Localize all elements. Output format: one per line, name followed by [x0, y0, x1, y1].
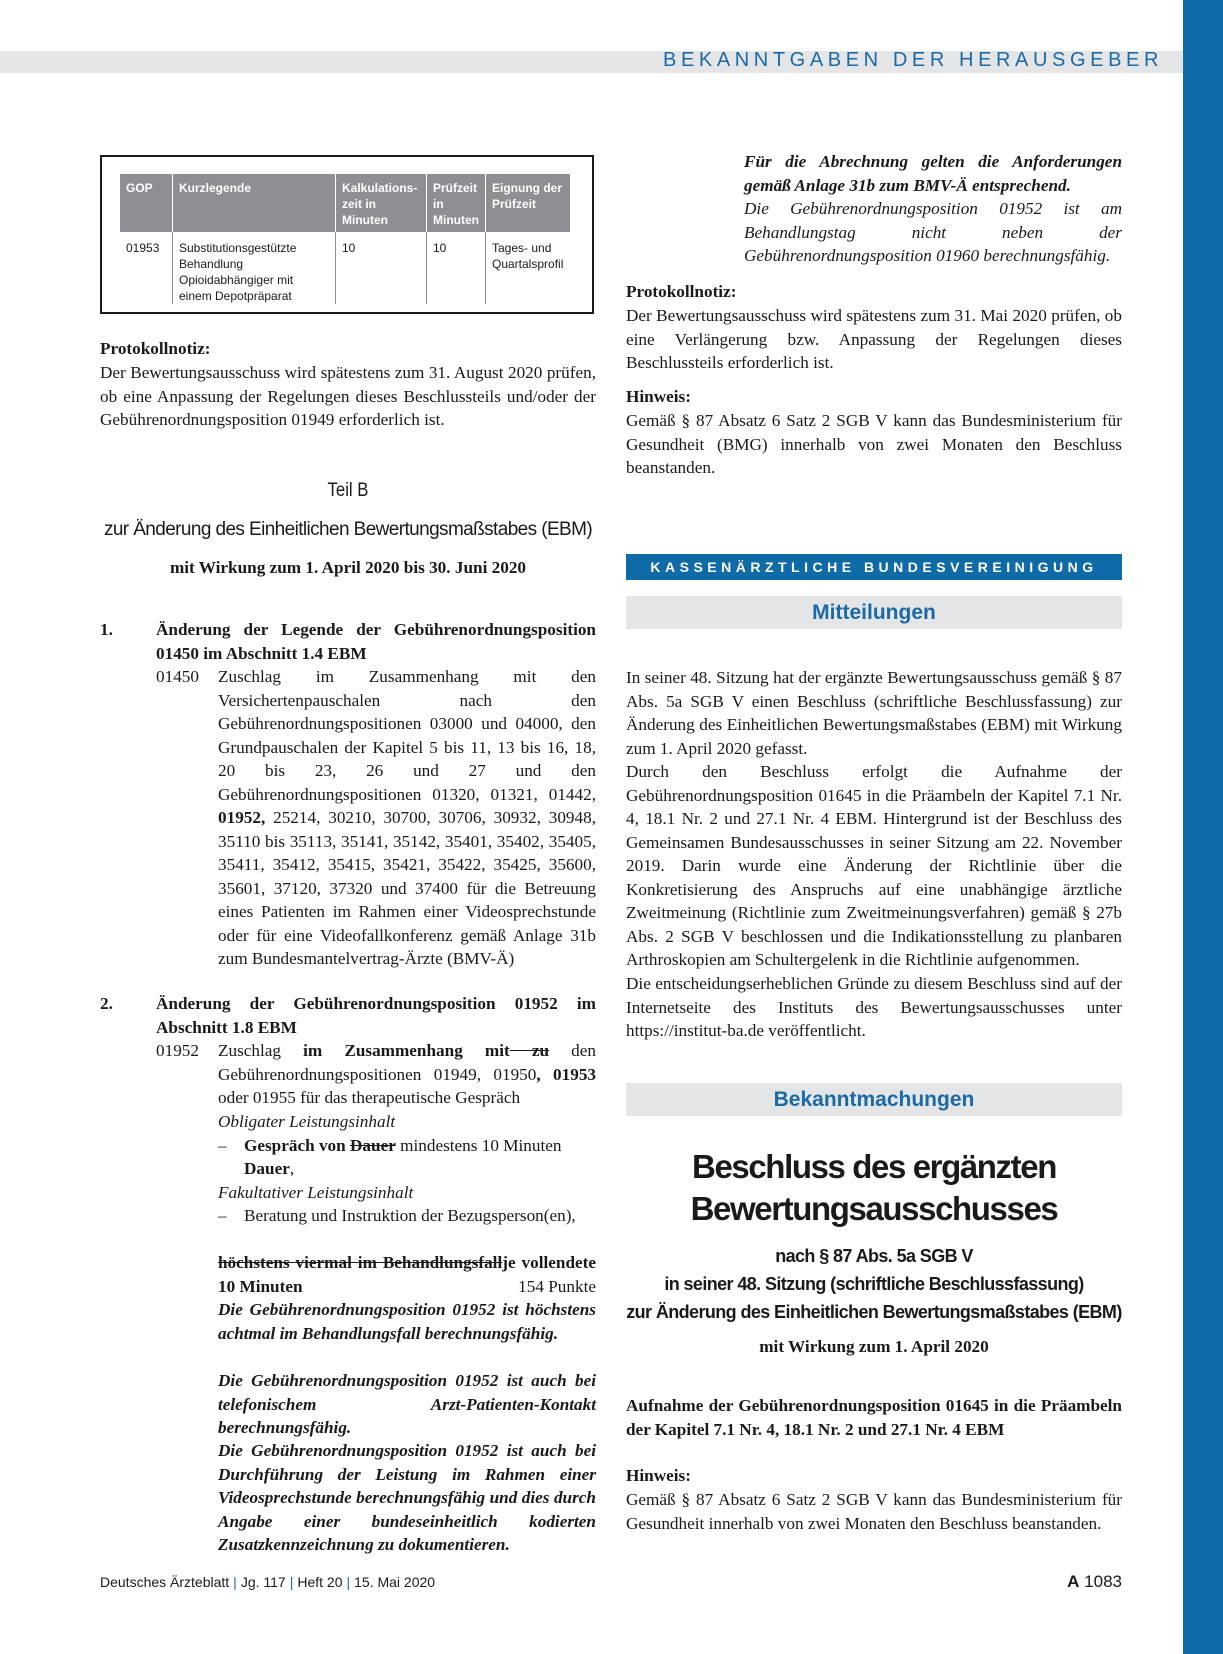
- item1-legend-bold: 01952,: [218, 808, 266, 827]
- dash: –: [218, 1206, 227, 1225]
- teil-b-wirkung: mit Wirkung zum 1. April 2020 bis 30. Juni 2020: [169, 558, 527, 577]
- gop-code: 01450: [156, 667, 199, 686]
- hinweis-text: Gemäß § 87 Absatz 6 Satz 2 SGB V kann das Bundesministerium für Gesundheit innerhalb von zwei Monaten den Beschluss beanstanden.: [626, 1490, 1122, 1533]
- beschluss-title-line: Beschluss des ergänzten: [692, 1148, 1056, 1185]
- beratung-text: Beratung und Instruktion der Bezugsperson(en),: [244, 1206, 576, 1225]
- footer-heft: Heft 20: [297, 1574, 343, 1590]
- dash: –: [218, 1136, 227, 1155]
- protokoll-heading: Protokollnotiz:: [100, 339, 211, 358]
- item2-legend: [218, 1039, 596, 1110]
- gespraech-bold: Gespräch von: [244, 1136, 346, 1155]
- beschluss-wirkung: mit Wirkung zum 1. April 2020: [759, 1337, 989, 1356]
- mitteilungen-para: In seiner 48. Sitzung hat der ergänzte Bewertungsausschuss gemäß § 87 Abs. 5a SGB V einen Beschluss (schriftliche Beschlussfassung) zur Änderung des Einheitlichen Bewertungsmaßstabes (EBM) mit Wirkung zum 1. April 2020 gefasst.: [626, 668, 1122, 758]
- section-label: BEKANNTGABEN DER HERAUSGEBER: [663, 49, 1163, 71]
- footer-citation: Deutsches Ärzteblatt | Jg. 117 | Heft 20 | 15. Mai 2020: [100, 1574, 436, 1590]
- protokoll-text: Der Bewertungsausschuss wird spätestens zum 31. Mai 2020 prüfen, ob eine Verlängerung bzw. Anpassung der Regelungen dieses Beschlussteils erforderlich ist.: [626, 306, 1122, 372]
- gop-table: [120, 174, 570, 304]
- punkte-value: 154 Punkte: [518, 1277, 596, 1296]
- item-title: Änderung der Gebührenordnungsposition 01952 im Abschnitt 1.8 EBM: [156, 994, 596, 1037]
- beschluss-aenderung: zur Änderung des Einheitlichen Bewertungsmaßstabes (EBM): [626, 1302, 1122, 1322]
- page-letter: A: [1067, 1572, 1080, 1591]
- item-number: 1.: [100, 620, 113, 639]
- rule-text-3: Die Gebührenordnungsposition 01952 ist auch bei Durchführung der Leistung im Rahmen einer Videosprechstunde berechnungsfähig und dies durch Angabe einer bundeseinheitlich kodierten Zusatzkennzeichnung zu dokumentieren.: [218, 1441, 596, 1554]
- aufnahme-heading: Aufnahme der Gebührenordnungsposition 01645 in die Präambeln der Kapitel 7.1 Nr. 4, 18.1 Nr. 2 und 27.1 Nr. 4 EBM: [626, 1396, 1122, 1439]
- table-row: [120, 232, 570, 304]
- gop-note: Die Gebührenordnungsposition 01952 ist am Behandlungstag nicht neben der Gebührenordnungsposition 01960 berechnungsfähig.: [744, 199, 1122, 265]
- beschluss-title: [626, 1146, 1122, 1230]
- mitteilungen-para: Durch den Beschluss erfolgt die Aufnahme der Gebührenordnungsposition 01645 in die Präambeln der Kapitel 7.1 Nr. 4, 18.1 Nr. 2 und 27.1 Nr. 4 EBM. Hintergrund ist der Beschluss des Gemeinsamen Bundesausschusses in seiner Sitzung am 22. November 2019. Darin wurde eine Änderung der Richtlinie über die Konkretisierung des Anspruchs auf eine unabhängige ärztliche Zweitmeinung (Richtlinie zum Zweitmeinungsverfahren) gemäß § 27b Abs. 2 SGB V beschlossen und die Indikationsstellung zu planbaren Arthroskopien am Schultergelenk in die Richtlinie aufgenommen.: [626, 762, 1122, 969]
- item2-legend-bold2: , 01953: [536, 1064, 597, 1084]
- table-header-cell: Prüfzeit in Minuten: [427, 174, 486, 232]
- hoechstens-bold: je vollendete 10 Minuten: [218, 1253, 596, 1296]
- teil-b-heading: Teil B: [327, 480, 369, 501]
- beschluss-nach: nach § 87 Abs. 5a SGB V: [775, 1246, 973, 1266]
- table-header-cell: Kalkulations-zeit in Minuten: [336, 174, 427, 232]
- table-cell: Substitutionsgestützte Behandlung Opioidabhängiger mit einem Depotpräparat: [173, 232, 336, 304]
- item2-legend-a: Zuschlag: [218, 1041, 304, 1060]
- item2-legend-strike: zu: [509, 1041, 550, 1060]
- table-cell: 01953: [120, 232, 173, 304]
- footer-page: [1067, 1572, 1122, 1592]
- beschluss-subtitle: [626, 1242, 1122, 1326]
- gop-code: 01952: [156, 1041, 199, 1060]
- kbv-banner: KASSENÄRZTLICHE BUNDESVEREINIGUNG: [626, 554, 1122, 580]
- dauer-line: [244, 1157, 294, 1181]
- item2-legend-b: den Gebührenordnungspositionen 01949, 01950: [218, 1041, 596, 1084]
- fakultativ-heading: Fakultativer Leistungsinhalt: [218, 1183, 414, 1202]
- footer-journal: Deutsches Ärzteblatt: [100, 1574, 230, 1590]
- rule-text-2: Die Gebührenordnungsposition 01952 ist auch bei telefonischem Arzt-Patienten-Kontakt berechnungsfähig.: [218, 1371, 596, 1437]
- item-number: 2.: [100, 994, 113, 1013]
- table-header-row: [120, 174, 570, 232]
- table-header-cell: Eignung der Prüfzeit: [486, 174, 571, 232]
- hinweis-heading: Hinweis:: [626, 387, 691, 406]
- item1-legend: [218, 665, 596, 971]
- hinweis-text: Gemäß § 87 Absatz 6 Satz 2 SGB V kann das Bundesministerium für Gesundheit (BMG) innerhalb von zwei Monaten den Beschluss beanstanden.: [626, 411, 1122, 477]
- footer-date: 15. Mai 2020: [354, 1574, 436, 1590]
- footer-jg: Jg. 117: [240, 1574, 286, 1590]
- rule-text-1: Die Gebührenordnungsposition 01952 ist höchstens achtmal im Behandlungsfall berechnungsfähig.: [218, 1300, 596, 1343]
- item2-legend-bold: im Zusammenhang mit: [303, 1041, 510, 1060]
- beschluss-sitzung: in seiner 48. Sitzung (schriftliche Beschlussfassung): [664, 1274, 1084, 1294]
- gop-table-box: [100, 155, 594, 314]
- gespraech-strike: Dauer: [350, 1136, 396, 1155]
- table-header-cell: GOP: [120, 174, 173, 232]
- abrechnung-note: Für die Abrechnung gelten die Anforderungen gemäß Anlage 31b zum BMV-Ä entsprechend.: [744, 152, 1122, 195]
- item2-legend-c: oder 01955 für das therapeutische Gespräch: [218, 1088, 521, 1107]
- item-title: Änderung der Legende der Gebührenordnungsposition 01450 im Abschnitt 1.4 EBM: [156, 620, 596, 663]
- mitteilungen-heading: Mitteilungen: [626, 596, 1122, 629]
- page-number: 1083: [1084, 1572, 1122, 1591]
- hinweis-heading: Hinweis:: [626, 1466, 691, 1485]
- item1-legend-b: 25214, 30210, 30700, 30706, 30932, 30948, 35110 bis 35113, 35141, 35142, 35401, 35402, 35405, 35411, 35412, 35415, 35421, 35422, 35425, 35600, 35601, 37120, 37320 und 37400 für die Betreuung eines Patienten im Rahmen einer Videosprechstunde oder für eine Videofallkonferenz gemäß Anlage 31b zum Bundesmantelvertrag-Ärzte (BMV-Ä): [218, 808, 596, 968]
- dauer-bold: Dauer: [244, 1159, 290, 1178]
- gespraech-rest: mindestens 10 Minuten: [395, 1136, 562, 1155]
- mitteilungen-para: Die entscheidungserheblichen Gründe zu diesem Beschluss sind auf der Internetseite des Instituts des Bewertungsausschusses unter https://institut-ba.de veröffentlicht.: [626, 974, 1122, 1040]
- beschluss-title-line: Bewertungsausschusses: [690, 1190, 1058, 1227]
- table-header-cell: Kurzlegende: [173, 174, 336, 232]
- table-cell: Tages- und Quartalsprofil: [492, 241, 564, 271]
- obligat-heading: Obligater Leistungsinhalt: [218, 1112, 396, 1131]
- item1-legend-a: Zuschlag im Zusammenhang mit den Versichertenpauschalen nach den Gebührenordnungspositionen 03000 und 04000, den Grundpauschalen der Kapitel 5 bis 11, 13 bis 16, 18, 20 bis 23, 26 und 27 und den Gebührenordnungspositionen 01320, 01321, 01442,: [218, 667, 596, 804]
- hoechstens-strike: höchstens viermal im Behandlungsfall: [218, 1253, 503, 1272]
- protokoll-text: Der Bewertungsausschuss wird spätestens zum 31. August 2020 prüfen, ob eine Anpassung der Regelungen dieses Beschlussteils und/oder der Gebührenordnungsposition 01949 erforderlich ist.: [100, 363, 596, 429]
- table-cell: 10: [427, 232, 486, 304]
- teil-b-subheading: zur Änderung des Einheitlichen Bewertungsmaßstabes (EBM): [103, 519, 593, 540]
- dauer-rest: ,: [289, 1159, 295, 1178]
- table-cell: 10: [336, 232, 427, 304]
- protokoll-heading: Protokollnotiz:: [626, 282, 737, 301]
- gespraech-line: [244, 1134, 596, 1158]
- side-color-bar: [1183, 0, 1223, 1654]
- bekanntmachungen-heading: Bekanntmachungen: [626, 1083, 1122, 1116]
